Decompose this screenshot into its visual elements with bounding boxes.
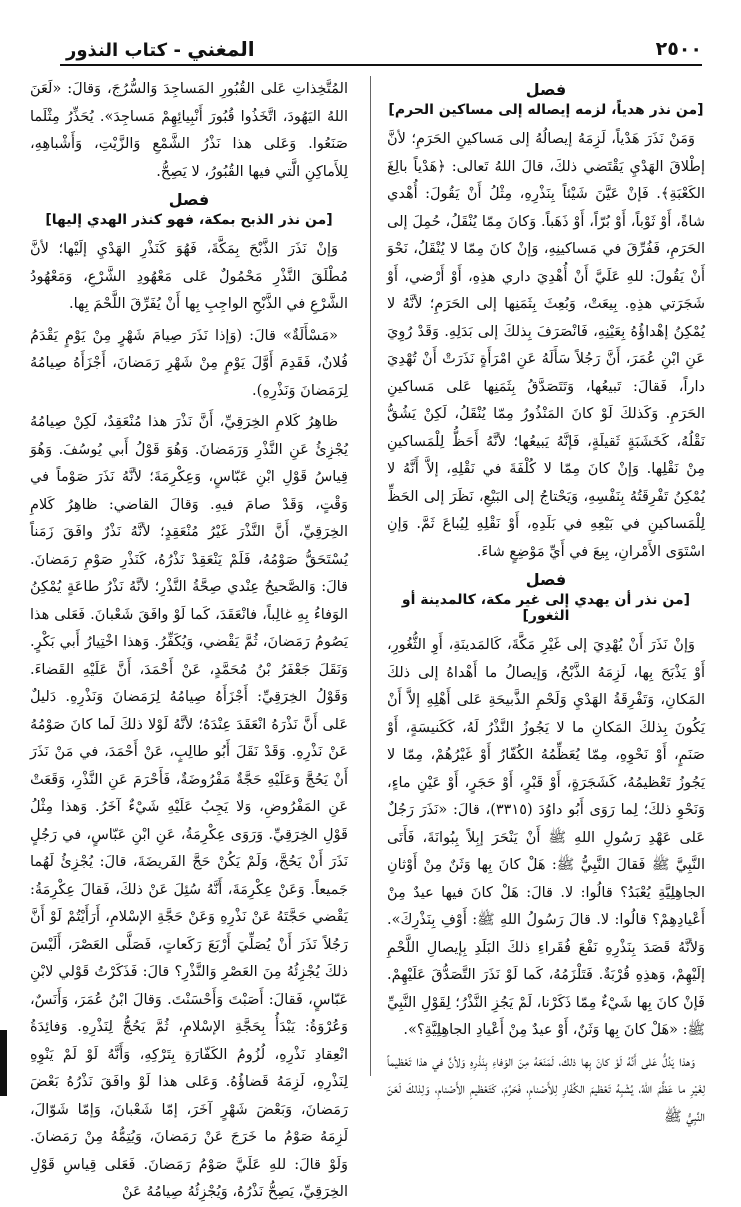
section-subheading: [من نذر الذبح بمكة، فهو كنذر الهدي إليها]	[45, 212, 333, 228]
title-separator: -	[173, 40, 181, 61]
paragraph: وَمَنْ نَذَرَ هَدْياً، لَزِمَهُ إيصالُهُ إلى مَساكينِ الحَرَمِ؛ لأنَّ إطْلاقَ الهَدْيِ يَقْتَضي ذلكَ، قالَ اللهُ تَعالى: ﴿هَدْياً بالِغَ الكَعْبَةِ﴾. فَإنْ عَيَّنَ شَيْئاً بِنَذْرِهِ، مِثْلُ أَنْ يَقُولَ: أُهْدي شاةً، أَوْ ثَوْباً، أَوْ بُرّاً، أَوْ ذَهَباً. وَكانَ مِمّا يُنْقَلُ، حُمِلَ إلى الحَرَمِ، فَفُرِّقَ في مَساكينِهِ، وَإنْ كانَ مِمّا لا يُنْقَلُ، نَحْوَ أَنْ يَقُولَ: للهِ عَلَيَّ أَنْ أُهْدِيَ داري هذِهِ، أَوْ أَرْضي، أَوْ شَجَرَتي هذِهِ. بِيعَتْ، وَبُعِثَ بِثَمَنِها إلى الحَرَمِ؛ لأنَّهُ لا يُمْكِنُ إهْداؤُهُ بِعَيْنِهِ، فَانْصَرَفَ بِذلكَ إلى بَدَلِهِ. وَقَدْ رُوِيَ عَنِ ابْنِ عُمَرَ، أَنَّ رَجُلاً سَأَلَهُ عَنِ امْرَأَةٍ نَذَرَتْ أَنْ تُهْدِيَ داراً، فَقالَ: تَبيعُها، وَتَتَصَدَّقُ بِثَمَنِها عَلى مَساكينِ الحَرَمِ. وَكَذلكَ لَوْ كانَ المَنْذُورُ مِمّا يُنْقَلُ، لَكِنْ يَشُقُّ نَقْلُهُ، كَخَشَبَةٍ ثَقيلَةٍ، فَإنَّهُ يَبيعُها؛ لأنَّهُ أَحَظُّ لِلْمَساكينِ مِنْ نَقْلِها. وَإنْ كانَ مِمّا لا كُلْفَةَ في نَقْلِهِ، إلاَّ أَنَّهُ لا يُمْكِنُ تَفْرِقَتُهُ بِنَفْسِهِ، وَيَحْتاجُ إلى البَيْعِ، نَظَرَ إلى الحَظِّ لِلْمَساكينِ في بَيْعِهِ في بَلَدِهِ، أَوْ نَقْلِهِ لِيُباعَ ثَمَّ. وَإنِ اسْتَوَى الأَمْرانِ، بِيعَ في أَيِّ مَوْضِعٍ شاءَ.	[387, 131, 705, 560]
paragraph: وَهذا يَدُلُّ عَلى أَنَّهُ لَوْ كانَ بِها ذلكَ، لَمَنَعَهُ مِنَ الوَفاءِ بِنَذْرِهِ وَلأنَّ في هذا تَعْظيماً لِغَيْرِ ما عَظَّمَ اللهُ، يُشْبِهُ تَعْظيمَ الكُفّارِ لِلأَصْنامِ، فَحَرُمَ، كَتَعْظيمِ الأَصْنامِ، وَلِذلكَ لَعَنَ النَّبِيُّ ﷺ	[387, 1053, 705, 1125]
left-column	[30, 76, 348, 1200]
section-heading: فصل	[525, 80, 567, 99]
paragraph: وَإنْ نَذَرَ الذَّبْحَ بِمَكَّةَ، فَهُوَ كَنَذْرِ الهَدْيِ إلَيْها؛ لأنَّ مُطْلَقَ النَّذْرِ مَحْمُولٌ عَلى مَعْهُودِ الشَّرْعِ، وَمَعْهُودُ الشَّرْعِ في الذَّبْحِ الواجِبِ بِها أَنْ يُفَرِّقَ اللَّحْمَ بِها.	[30, 241, 348, 312]
book-title: المغني	[187, 37, 255, 61]
page-number: ٢٥٠٠	[655, 38, 702, 60]
chapter-title: كتاب النذور	[66, 40, 168, 61]
paragraph: المُتَّخِذاتِ عَلى القُبُورِ المَساجِدَ وَالسُّرُجَ، وَقالَ: «لَعَنَ اللهُ اليَهُودَ، اتَّخَذُوا قُبُورَ أَنْبِيائِهِمْ مَساجِدَ». يُحَذِّرُ مِثْلَما صَنَعُوا. وَعَلى هذا نَذْرُ الشَّمْعِ وَالزَّيْتِ، وَأَشْباهِهِ، لِلأَماكِنِ الَّتي فيها القُبُورُ، لا يَصِحُّ.	[30, 81, 348, 180]
column-divider	[370, 76, 371, 1076]
right-column	[387, 76, 705, 1125]
section-heading: فصل	[525, 570, 567, 589]
page-header	[60, 34, 702, 66]
section-subheading: [من نذر أن يهدي إلى غير مكة، كالمدينة أو الثغور]	[401, 592, 691, 624]
paragraph: «مَسْأَلَةٌ» قالَ: (وَإذا نَذَرَ صِيامَ شَهْرٍ مِنْ يَوْمٍ يَقْدَمُ فُلانٌ، فَقَدِمَ أَوَّلَ يَوْمٍ مِنْ شَهْرِ رَمَضانَ، أَجْزَأَهُ صِيامُهُ لِرَمَضانَ وَنَذْرِهِ).	[30, 327, 348, 399]
scan-edge-shadow	[0, 1030, 7, 1096]
section-subheading: [من نذر هدياً، لزمه إيصاله إلى مساكين الحرم]	[388, 102, 704, 118]
paragraph: ظاهِرُ كَلامِ الخِرَقِيِّ، أَنَّ نَذْرَ هذا مُنْعَقِدٌ، لَكِنْ صِيامُهُ يُجْزِئُ عَنِ النَّذْرِ وَرَمَضانَ. وَهُوَ قَوْلُ أَبي يُوسُفَ. وَهُوَ قِياسُ قَوْلِ ابْنِ عَبّاسٍ، وَعِكْرِمَةَ؛ لأنَّهُ نَذَرَ صَوْماً في وَقْتٍ، وَقَدْ صامَ فيهِ. وَقالَ القاضي: ظاهِرُ كَلامِ الخِرَقِيِّ، أَنَّ النَّذْرَ غَيْرُ مُنْعَقِدٍ؛ لأنَّهُ نَذْرٌ وافَقَ زَمَناً يُسْتَحَقُّ صَوْمُهُ، فَلَمْ يَنْعَقِدْ نَذْرُهُ، كَنَذْرِ صَوْمِ رَمَضانَ. قالَ: وَالصَّحيحُ عِنْدي صِحَّةُ النَّذْرِ؛ لأنَّهُ نَذْرُ طاعَةٍ يُمْكِنُ الوَفاءُ بِهِ غالِباً، فانْعَقَدَ، كَما لَوْ وافَقَ شَعْبانَ. فَعَلى هذا يَصُومُ رَمَضانَ، ثُمَّ يَقْضي، وَيُكَفِّرُ. وَهذا اخْتِيارُ أَبي بَكْرٍ. وَنَقَلَ جَعْفَرُ بْنُ مُحَمَّدٍ، عَنْ أَحْمَدَ، أَنَّ عَلَيْهِ القَضاءَ. وَقَوْلُ الخِرَقِيِّ: أَجْزَأَهُ صِيامُهُ لِرَمَضانَ وَنَذْرِهِ. دَليلٌ عَلى أَنَّ نَذْرَهُ انْعَقَدَ عِنْدَهُ؛ لأنَّهُ لَوْلا ذلكَ لَما كانَ صَوْمُهُ عَنْ نَذْرِهِ. وَقَدْ نَقَلَ أَبُو طالِبٍ، عَنْ أَحْمَدَ، في مَنْ نَذَرَ أَنْ يَحُجَّ وَعَلَيْهِ حَجَّةٌ مَفْرُوضَةٌ، فَأَحْرَمَ عَنِ النَّذْرِ، وَقَعَتْ عَنِ المَفْرُوضِ، وَلا يَجِبُ عَلَيْهِ شَيْءٌ آخَرُ. وَهذا مِثْلُ قَوْلِ الخِرَقِيِّ. وَرَوَى عِكْرِمَةُ، عَنِ ابْنِ عَبّاسٍ، في رَجُلٍ نَذَرَ أَنْ يَحُجَّ، وَلَمْ يَكُنْ حَجَّ الفَريضَةَ، قالَ: يُجْزِئُ لَهُما جَميعاً. وَعَنْ عِكْرِمَةَ، أَنَّهُ سُئِلَ عَنْ ذلكَ، فَقالَ عِكْرِمَةُ: يَقْضي حَجَّتَهُ عَنْ نَذْرِهِ وَعَنْ حَجَّةِ الإسْلامِ، أَرَأَيْتُمْ لَوْ أَنَّ رَجُلاً نَذَرَ أَنْ يُصَلِّيَ أَرْبَعَ رَكَعاتٍ، فَصَلَّى العَصْرَ، أَلَيْسَ ذلكَ يُجْزِئُهُ مِنَ العَصْرِ وَالنَّذْرِ؟ قالَ: فَذَكَرْتُ قَوْلي لابْنِ عَبّاسٍ، فَقالَ: أَصَبْتَ وَأَحْسَنْتَ. وَقالَ ابْنُ عُمَرَ، وَأَنَسٌ، وَعُرْوَةُ: يَبْدَأُ بِحَجَّةِ الإسْلامِ، ثُمَّ يَحُجُّ لِنَذْرِهِ. وَفائِدَةُ انْعِقادِ نَذْرِهِ، لُزُومُ الكَفّارَةِ بِتَرْكِهِ، وَأَنَّهُ لَوْ لَمْ يَنْوِهِ لِنَذْرِهِ، لَزِمَهُ قَضاؤُهُ. وَعَلى هذا لَوْ وافَقَ نَذْرُهُ بَعْضَ رَمَضانَ، وَبَعْضَ شَهْرٍ آخَرَ، إمّا شَعْبانَ، وَإمّا شَوّالَ، لَزِمَهُ صَوْمُ ما خَرَجَ عَنْ رَمَضانَ، وَيُتِمُّهُ مِنْ رَمَضانَ. وَلَوْ قالَ: للهِ عَلَيَّ صَوْمُ رَمَضانَ. فَعَلى قِياسِ قَوْلِ الخِرَقِيِّ، يَصِحُّ نَذْرُهُ، وَيُجْزِئُهُ صِيامُهُ عَنْ	[30, 414, 348, 1200]
paragraph: وَإنْ نَذَرَ أَنْ يُهْدِيَ إلى غَيْرِ مَكَّةَ، كَالمَدينَةِ، أَوِ الثُّغُورِ، أَوْ يَذْبَحَ بِها، لَزِمَهُ الذَّبْحُ، وَإيصالُ ما أَهْداهُ إلى ذلكَ المَكانِ، وَتَفْرِقَةُ الهَدْيِ وَلَحْمِ الذَّبيحَةِ عَلى أَهْلِهِ إلاَّ أَنْ يَكُونَ بِذلكَ المَكانِ ما لا يَجُوزُ النَّذْرُ لَهُ، كَكَنيسَةٍ، أَوْ صَنَمٍ، أَوْ نَحْوِهِ، مِمّا يُعَظِّمُهُ الكُفّارُ أَوْ غَيْرُهُمْ، مِمّا لا يَجُوزُ تَعْظيمُهُ، كَشَجَرَةٍ، أَوْ قَبْرٍ، أَوْ حَجَرٍ، أَوْ عَيْنِ ماءٍ، وَنَحْوِ ذلكَ؛ لِما رَوَى أَبُو داوُدَ (٣٣١٥)، قالَ: «نَذَرَ رَجُلٌ عَلى عَهْدِ رَسُولِ اللهِ ﷺ أَنْ يَنْحَرَ إبِلاً بِبُوانَةَ، فَأَتَى النَّبِيَّ ﷺ فَقالَ النَّبِيُّ ﷺ: هَلْ كانَ بِها وَثَنٌ مِنْ أَوْثانِ الجاهِلِيَّةِ يُعْبَدُ؟ قالُوا: لا. قالَ: هَلْ كانَ فيها عيدٌ مِنْ أَعْيادِهِمْ؟ قالُوا: لا. قالَ رَسُولُ اللهِ ﷺ: أَوْفِ بِنَذْرِكَ». وَلأنَّهُ قَصَدَ بِنَذْرِهِ نَفْعَ فُقَراءِ ذلكَ البَلَدِ بِإيصالِ اللَّحْمِ إلَيْهِمْ، وَهذِهِ قُرْبَةٌ. فَتَلْزَمُهُ، كَما لَوْ نَذَرَ التَّصَدُّقَ عَلَيْهِمْ. فَإنْ كانَ بِها شَيْءٌ مِمّا ذَكَرْنا، لَمْ يَجُزِ النَّذْرُ؛ لِقَوْلِ النَّبِيِّ ﷺ: «هَلْ كانَ بِها وَثَنٌ، أَوْ عيدٌ مِنْ أَعْيادِ الجاهِلِيَّةِ؟».	[387, 637, 705, 1038]
running-title	[60, 37, 255, 61]
section-heading: فصل	[168, 190, 210, 209]
